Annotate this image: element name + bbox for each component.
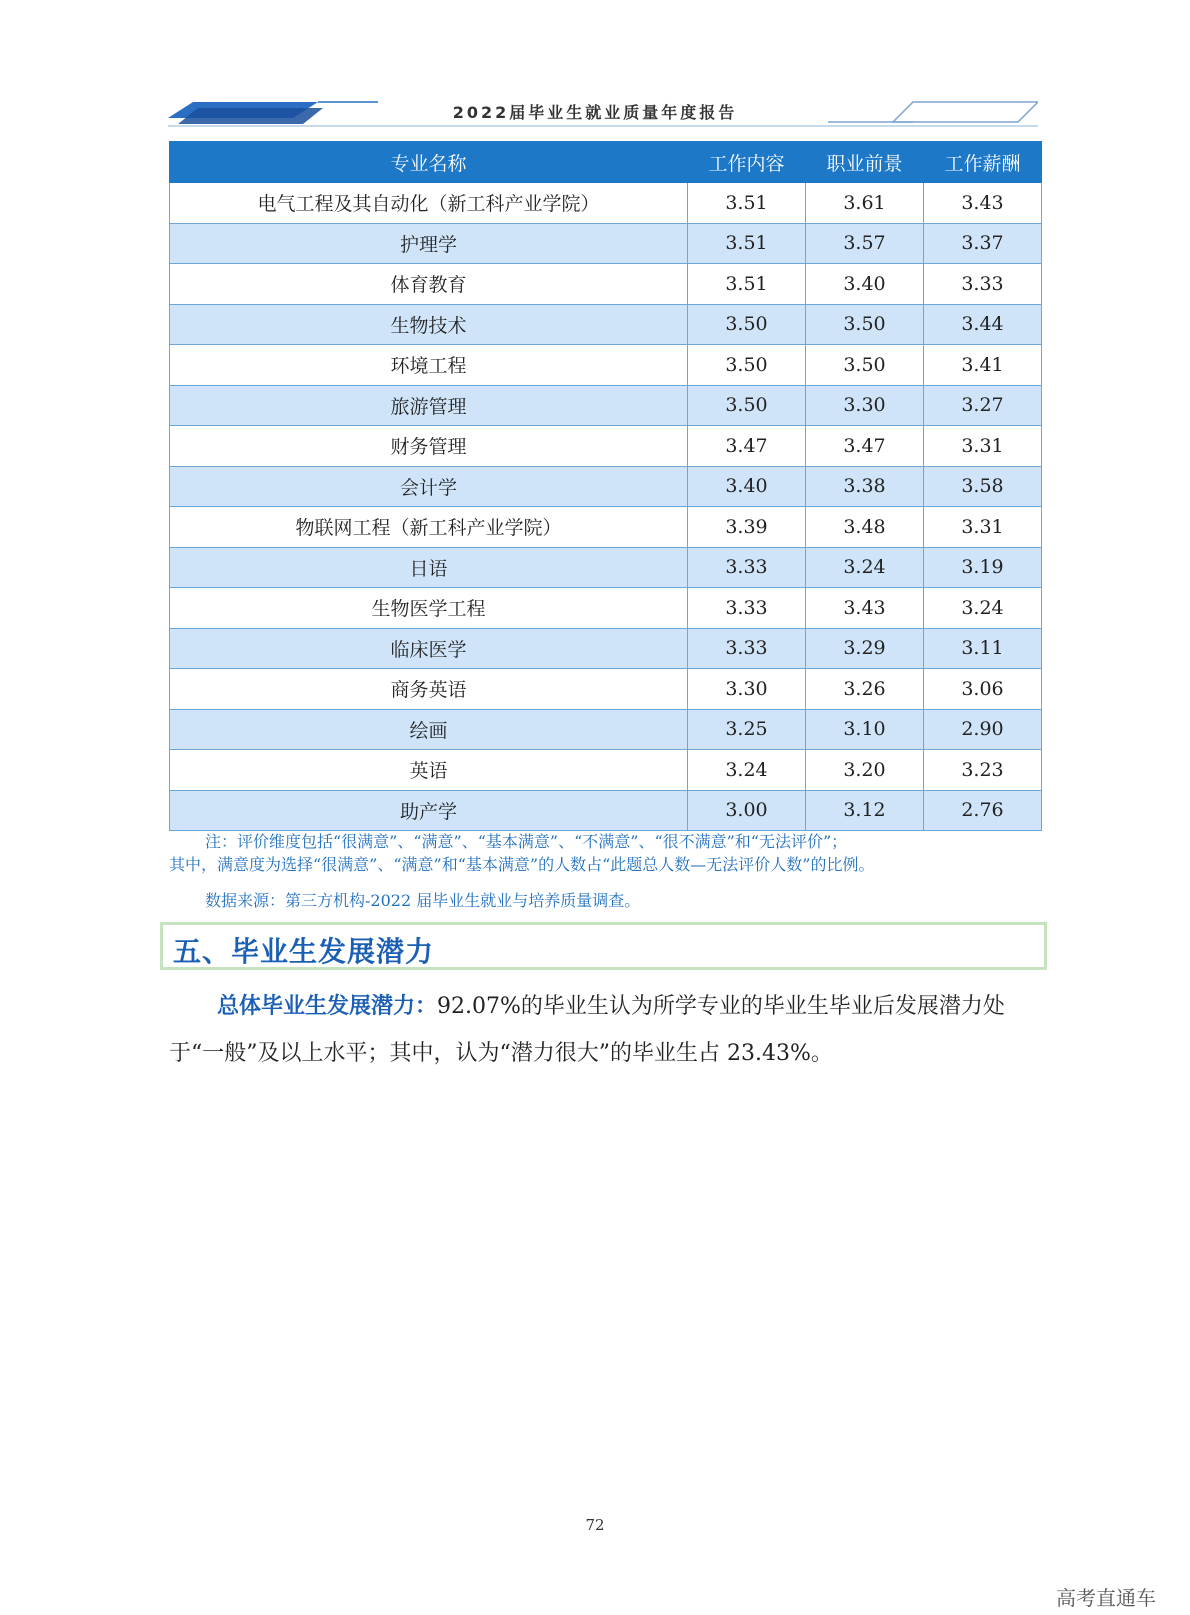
major-name-cell: 绘画 bbox=[170, 709, 688, 750]
major-name-cell: 物联网工程（新工科产业学院） bbox=[170, 507, 688, 548]
major-name-cell: 日语 bbox=[170, 547, 688, 588]
major-name-cell: 商务英语 bbox=[170, 669, 688, 710]
work-content-cell: 3.33 bbox=[688, 588, 806, 629]
table-row bbox=[170, 466, 1042, 507]
salary-cell: 3.27 bbox=[924, 385, 1042, 426]
column-header-work-content: 工作内容 bbox=[688, 142, 806, 183]
major-name-cell: 旅游管理 bbox=[170, 385, 688, 426]
major-name-cell: 临床医学 bbox=[170, 628, 688, 669]
work-content-cell: 3.33 bbox=[688, 547, 806, 588]
major-name-cell: 会计学 bbox=[170, 466, 688, 507]
career-prospect-cell: 3.12 bbox=[806, 790, 924, 831]
table-row bbox=[170, 426, 1042, 467]
column-header-salary: 工作薪酬 bbox=[924, 142, 1042, 183]
work-content-cell: 3.51 bbox=[688, 183, 806, 224]
table-row bbox=[170, 588, 1042, 629]
table-row bbox=[170, 385, 1042, 426]
table-header-row bbox=[170, 142, 1042, 183]
work-content-cell: 3.47 bbox=[688, 426, 806, 467]
table-note bbox=[169, 830, 1042, 876]
table-row bbox=[170, 709, 1042, 750]
work-content-cell: 3.33 bbox=[688, 628, 806, 669]
salary-cell: 3.31 bbox=[924, 507, 1042, 548]
paragraph-text: 92.07%的毕业生认为所学专业的毕业生毕业后发展潜力处于“一般”及以上水平；其中，认为“潜力很大”的毕业生占 23.43%。 bbox=[169, 994, 1005, 1066]
career-prospect-cell: 3.30 bbox=[806, 385, 924, 426]
watermark: 高考直通车 bbox=[1056, 1586, 1156, 1610]
salary-cell: 3.37 bbox=[924, 223, 1042, 264]
salary-cell: 3.31 bbox=[924, 426, 1042, 467]
salary-cell: 3.23 bbox=[924, 750, 1042, 791]
career-prospect-cell: 3.24 bbox=[806, 547, 924, 588]
career-prospect-cell: 3.57 bbox=[806, 223, 924, 264]
column-header-career-prospect: 职业前景 bbox=[806, 142, 924, 183]
salary-cell: 3.19 bbox=[924, 547, 1042, 588]
major-name-cell: 英语 bbox=[170, 750, 688, 791]
body-paragraph bbox=[169, 983, 1042, 1077]
note-line-1: 注：评价维度包括“很满意”、“满意”、“基本满意”、“不满意”、“很不满意”和“无法评价”； bbox=[205, 832, 848, 851]
salary-cell: 3.24 bbox=[924, 588, 1042, 629]
work-content-cell: 3.51 bbox=[688, 223, 806, 264]
major-name-cell: 财务管理 bbox=[170, 426, 688, 467]
salary-cell: 3.41 bbox=[924, 345, 1042, 386]
paragraph-lead: 总体毕业生发展潜力： bbox=[217, 994, 438, 1019]
table-row bbox=[170, 628, 1042, 669]
major-name-cell: 助产学 bbox=[170, 790, 688, 831]
section-heading-box bbox=[160, 922, 1047, 970]
career-prospect-cell: 3.10 bbox=[806, 709, 924, 750]
salary-cell: 2.90 bbox=[924, 709, 1042, 750]
table-row bbox=[170, 750, 1042, 791]
column-header-major: 专业名称 bbox=[170, 142, 688, 183]
major-name-cell: 电气工程及其自动化（新工科产业学院） bbox=[170, 183, 688, 224]
major-name-cell: 体育教育 bbox=[170, 264, 688, 305]
career-prospect-cell: 3.50 bbox=[806, 304, 924, 345]
table-row bbox=[170, 547, 1042, 588]
salary-cell: 3.06 bbox=[924, 669, 1042, 710]
work-content-cell: 3.24 bbox=[688, 750, 806, 791]
work-content-cell: 3.50 bbox=[688, 304, 806, 345]
running-header-title: 2022届毕业生就业质量年度报告 bbox=[452, 103, 738, 122]
table-row bbox=[170, 264, 1042, 305]
salary-cell: 3.44 bbox=[924, 304, 1042, 345]
work-content-cell: 3.50 bbox=[688, 345, 806, 386]
career-prospect-cell: 3.29 bbox=[806, 628, 924, 669]
salary-cell: 2.76 bbox=[924, 790, 1042, 831]
work-content-cell: 3.30 bbox=[688, 669, 806, 710]
career-prospect-cell: 3.43 bbox=[806, 588, 924, 629]
work-content-cell: 3.51 bbox=[688, 264, 806, 305]
major-name-cell: 护理学 bbox=[170, 223, 688, 264]
major-name-cell: 生物医学工程 bbox=[170, 588, 688, 629]
table-row bbox=[170, 790, 1042, 831]
work-content-cell: 3.25 bbox=[688, 709, 806, 750]
career-prospect-cell: 3.50 bbox=[806, 345, 924, 386]
data-source: 数据来源：第三方机构-2022 届毕业生就业与培养质量调查。 bbox=[205, 891, 641, 910]
section-title: 五、毕业生发展潜力 bbox=[173, 935, 435, 968]
career-prospect-cell: 3.38 bbox=[806, 466, 924, 507]
table-row bbox=[170, 183, 1042, 224]
career-prospect-cell: 3.47 bbox=[806, 426, 924, 467]
salary-cell: 3.58 bbox=[924, 466, 1042, 507]
table-body bbox=[170, 183, 1042, 831]
table-row bbox=[170, 507, 1042, 548]
work-content-cell: 3.39 bbox=[688, 507, 806, 548]
work-content-cell: 3.00 bbox=[688, 790, 806, 831]
page-number: 72 bbox=[585, 1516, 605, 1534]
major-evaluation-table bbox=[169, 141, 1042, 831]
table-row bbox=[170, 345, 1042, 386]
salary-cell: 3.33 bbox=[924, 264, 1042, 305]
career-prospect-cell: 3.61 bbox=[806, 183, 924, 224]
table-row bbox=[170, 223, 1042, 264]
major-name-cell: 环境工程 bbox=[170, 345, 688, 386]
work-content-cell: 3.50 bbox=[688, 385, 806, 426]
career-prospect-cell: 3.48 bbox=[806, 507, 924, 548]
career-prospect-cell: 3.40 bbox=[806, 264, 924, 305]
career-prospect-cell: 3.20 bbox=[806, 750, 924, 791]
work-content-cell: 3.40 bbox=[688, 466, 806, 507]
table-row bbox=[170, 304, 1042, 345]
table-row bbox=[170, 669, 1042, 710]
salary-cell: 3.43 bbox=[924, 183, 1042, 224]
salary-cell: 3.11 bbox=[924, 628, 1042, 669]
career-prospect-cell: 3.26 bbox=[806, 669, 924, 710]
major-name-cell: 生物技术 bbox=[170, 304, 688, 345]
note-line-2: 其中，满意度为选择“很满意”、“满意”和“基本满意”的人数占“此题总人数—无法评价人数”的比例。 bbox=[169, 855, 875, 874]
